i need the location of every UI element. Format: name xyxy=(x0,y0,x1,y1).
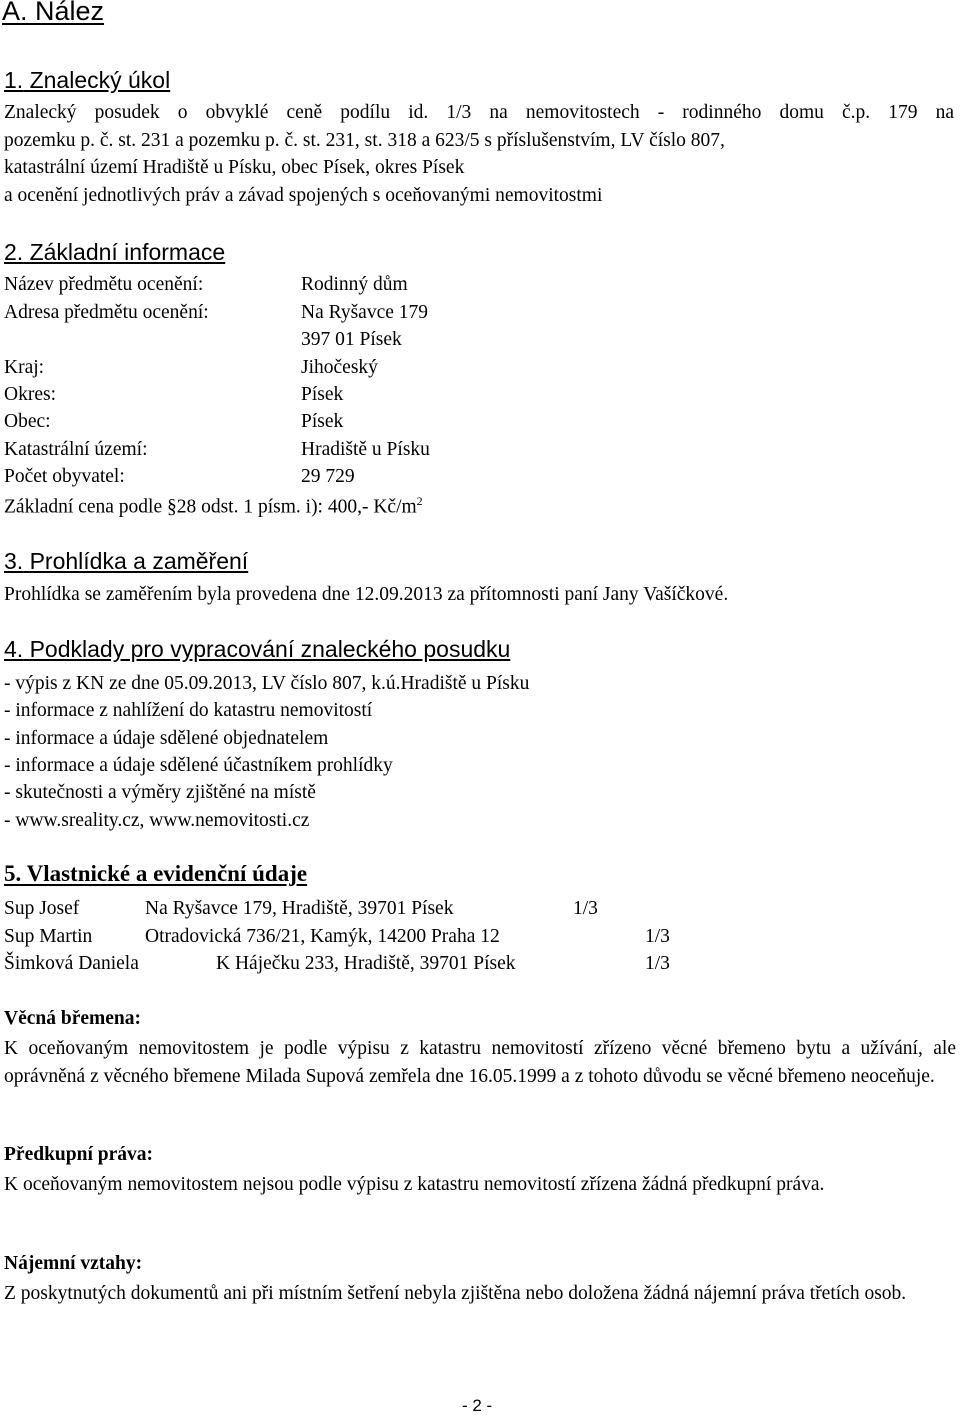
section-4-number: 4. xyxy=(4,636,24,662)
info-value: 29 729 xyxy=(301,466,355,487)
source-list-item: - informace a údaje sdělené objednatelem xyxy=(4,728,329,749)
info-value: Písek xyxy=(301,411,344,432)
easements-text: K oceňovaným nemovitostem je podle výpisu z katastru nemovitostí zřízeno věcné břemeno bytu a užívání, ale oprávněná z věcného břemene Milada Supová zemřela dne 16.05.1999 a z tohoto důvodu se věcné břemeno neoceňuje. xyxy=(4,1038,956,1087)
source-list-item: - www.sreality.cz, www.nemovitosti.cz xyxy=(4,810,310,831)
section-1-line-3: katastrální území Hradiště u Písku, obec Písek, okres Písek xyxy=(4,157,465,178)
section-3-title: Prohlídka a zaměření xyxy=(29,548,249,574)
info-value: Písek xyxy=(301,384,344,405)
base-price-superscript: 2 xyxy=(416,494,423,508)
owner-name: Sup Martin xyxy=(4,926,93,947)
section-1-line-4: a ocenění jednotlivých práv a závad spojených s oceňovanými nemovitostmi xyxy=(4,185,603,206)
section-1-number: 1. xyxy=(4,67,24,93)
owner-address: Na Ryšavce 179, Hradiště, 39701 Písek xyxy=(145,898,454,919)
section-1-heading xyxy=(4,67,170,94)
info-label: Počet obyvatel: xyxy=(4,466,125,487)
info-value: Jihočeský xyxy=(301,357,378,378)
section-5-heading: 5. Vlastnické a evidenční údaje xyxy=(4,861,308,886)
section-1-title: Znalecký úkol xyxy=(29,67,171,93)
section-3-number: 3. xyxy=(4,548,24,574)
section-3-heading xyxy=(4,548,248,575)
owner-address: Otradovická 736/21, Kamýk, 14200 Praha 12 xyxy=(145,926,500,947)
info-value: Na Ryšavce 179 xyxy=(301,302,429,323)
easements-title: Věcná břemena: xyxy=(4,1008,142,1029)
info-value: Rodinný dům xyxy=(301,274,408,295)
owner-name: Šimková Daniela xyxy=(4,953,139,974)
page-title: A. Nález xyxy=(2,0,105,26)
info-label: Obec: xyxy=(4,411,51,432)
source-list-item: - informace z nahlížení do katastru nemovitostí xyxy=(4,700,373,721)
section-4-heading xyxy=(4,636,510,663)
section-2-heading xyxy=(4,239,225,266)
section-1-line-2: pozemku p. č. st. 231 a pozemku p. č. st. 231, st. 318 a 623/5 s příslušenstvím, LV číslo 807, xyxy=(4,130,725,151)
page-number: - 2 - xyxy=(462,1396,493,1415)
section-2-title: Základní informace xyxy=(29,239,226,265)
preemption-text: K oceňovaným nemovitostem nejsou podle výpisu z katastru nemovitostí zřízena žádná předkupní práva. xyxy=(4,1174,825,1195)
section-3-text: Prohlídka se zaměřením byla provedena dne 12.09.2013 za přítomnosti paní Jany Vašíčkové. xyxy=(4,584,729,605)
owner-name: Sup Josef xyxy=(4,898,80,919)
source-list-item: - skutečnosti a výměry zjištěné na místě xyxy=(4,782,316,803)
info-label: Okres: xyxy=(4,384,56,405)
owner-address: K Háječku 233, Hradiště, 39701 Písek xyxy=(216,953,516,974)
source-list-item: - výpis z KN ze dne 05.09.2013, LV číslo 807, k.ú.Hradiště u Písku xyxy=(4,673,530,694)
section-4-title: Podklady pro vypracování znaleckého posudku xyxy=(29,636,511,662)
section-2-number: 2. xyxy=(4,239,24,265)
info-label: Kraj: xyxy=(4,357,45,378)
lease-text: Z poskytnutých dokumentů ani při místním šetření nebyla zjištěna nebo doložena žádná nájemní práva třetích osob. xyxy=(4,1283,907,1304)
source-list-item: - informace a údaje sdělené účastníkem prohlídky xyxy=(4,755,393,776)
info-value: 397 01 Písek xyxy=(301,329,402,350)
preemption-title: Předkupní práva: xyxy=(4,1144,153,1165)
info-value: Hradiště u Písku xyxy=(301,439,430,460)
section-1-line-1: Znalecký posudek o obvyklé ceně podílu id. 1/3 na nemovitostech - rodinného domu č.p. 179 na xyxy=(4,102,954,123)
owner-share: 1/3 xyxy=(645,953,670,974)
base-price-line xyxy=(4,494,423,519)
info-label: Název předmětu ocenění: xyxy=(4,274,204,295)
lease-title: Nájemní vztahy: xyxy=(4,1253,143,1274)
owner-share: 1/3 xyxy=(573,898,598,919)
base-price-text: Základní cena podle §28 odst. 1 písm. i): 400,- Kč/m xyxy=(4,496,417,518)
info-label: Katastrální území: xyxy=(4,439,148,460)
info-label: Adresa předmětu ocenění: xyxy=(4,302,209,323)
owner-share: 1/3 xyxy=(645,926,670,947)
